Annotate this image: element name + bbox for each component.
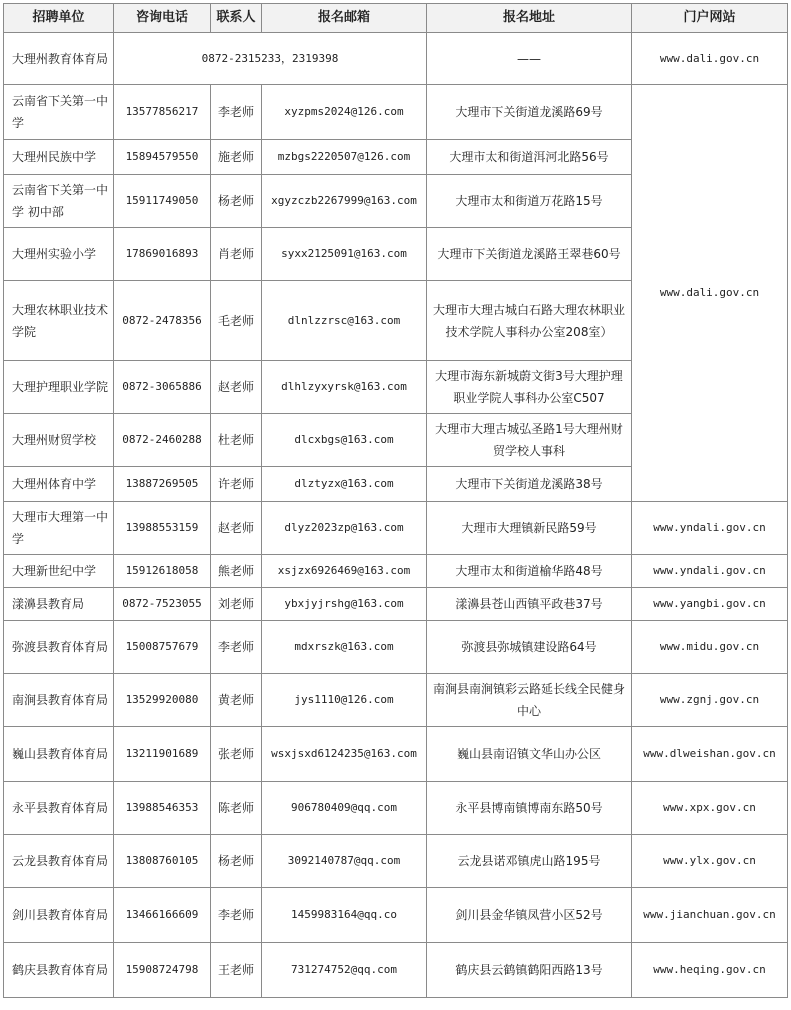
email-link[interactable]: dlcxbgs@163.com [262,414,427,467]
table-row [4,85,788,140]
phone-cell: 13808760105 [114,835,211,888]
header-row [4,4,788,33]
unit-cell: 南涧县教育体育局 [4,674,114,727]
recruitment-contact-table [3,3,788,998]
header-address: 报名地址 [427,4,632,33]
table-row [4,588,788,621]
address-cell: 剑川县金华镇凤营小区52号 [427,888,632,943]
phone-cell: 13577856217 [114,85,211,140]
address-cell: 大理市太和街道万花路15号 [427,175,632,228]
address-cell: 弥渡县弥城镇建设路64号 [427,621,632,674]
contact-cell: 赵老师 [211,361,262,414]
contact-cell: 杨老师 [211,175,262,228]
phone-cell: 15008757679 [114,621,211,674]
email-link[interactable]: dlnlzzrsc@163.com [262,281,427,361]
unit-cell: 大理市大理第一中学 [4,502,114,555]
unit-cell: 云南省下关第一中学 [4,85,114,140]
email-link[interactable]: xsjzx6926469@163.com [262,555,427,588]
email-link[interactable]: xgyzczb2267999@163.com [262,175,427,228]
unit-cell: 大理新世纪中学 [4,555,114,588]
phone-cell: 13887269505 [114,467,211,502]
website-link[interactable]: www.dali.gov.cn [632,33,788,85]
contact-cell: 肖老师 [211,228,262,281]
contact-cell: 黄老师 [211,674,262,727]
phone-cell: 13466166609 [114,888,211,943]
address-cell: 大理市下关街道龙溪路38号 [427,467,632,502]
contact-cell: 许老师 [211,467,262,502]
address-cell: 大理市下关街道龙溪路王翠巷60号 [427,228,632,281]
phone-cell: 13988546353 [114,782,211,835]
phone-cell: 17869016893 [114,228,211,281]
table-row [4,835,788,888]
header-email: 报名邮箱 [262,4,427,33]
table-row [4,782,788,835]
unit-cell: 云南省下关第一中学 初中部 [4,175,114,228]
unit-cell: 大理州财贸学校 [4,414,114,467]
unit-cell: 剑川县教育体育局 [4,888,114,943]
contact-cell: 陈老师 [211,782,262,835]
contact-cell: 刘老师 [211,588,262,621]
address-cell: 漾濞县苍山西镇平政巷37号 [427,588,632,621]
email-link[interactable]: ybxjyjrshg@163.com [262,588,427,621]
phone-cell: 0872-2478356 [114,281,211,361]
email-link[interactable]: 1459983164@qq.co [262,888,427,943]
phone-cell: 15912618058 [114,555,211,588]
email-link[interactable]: xyzpms2024@126.com [262,85,427,140]
address-cell: 大理市海东新城蔚文街3号大理护理职业学院人事科办公室C507 [427,361,632,414]
contact-cell: 毛老师 [211,281,262,361]
address-cell: 南涧县南涧镇彩云路延长线全民健身中心 [427,674,632,727]
email-link[interactable]: mzbgs2220507@126.com [262,140,427,175]
address-cell: 巍山县南诏镇文华山办公区 [427,727,632,782]
contact-cell: 王老师 [211,943,262,998]
address-cell: 云龙县诺邓镇虎山路195号 [427,835,632,888]
contact-cell: 杜老师 [211,414,262,467]
unit-cell: 云龙县教育体育局 [4,835,114,888]
website-link[interactable]: www.jianchuan.gov.cn [632,888,788,943]
email-link[interactable]: jys1110@126.com [262,674,427,727]
table-row [4,888,788,943]
phone-cell: 0872-2315233，2319398 [114,33,427,85]
contact-cell: 李老师 [211,888,262,943]
phone-cell: 0872-3065886 [114,361,211,414]
table-row [4,502,788,555]
address-cell: 大理市太和街道榆华路48号 [427,555,632,588]
address-cell: 大理市下关街道龙溪路69号 [427,85,632,140]
unit-cell: 大理州体育中学 [4,467,114,502]
email-link[interactable]: dlhlzyxyrsk@163.com [262,361,427,414]
email-link[interactable]: 3092140787@qq.com [262,835,427,888]
website-link[interactable]: www.dlweishan.gov.cn [632,727,788,782]
website-link[interactable]: www.yndali.gov.cn [632,502,788,555]
phone-cell: 15894579550 [114,140,211,175]
website-link[interactable]: www.dali.gov.cn [632,85,788,502]
header-unit: 招聘单位 [4,4,114,33]
unit-cell: 大理农林职业技术学院 [4,281,114,361]
website-link[interactable]: www.zgnj.gov.cn [632,674,788,727]
unit-cell: 大理护理职业学院 [4,361,114,414]
email-link[interactable]: syxx2125091@163.com [262,228,427,281]
table-row [4,621,788,674]
header-website: 门户网站 [632,4,788,33]
address-cell: 大理市大理古城弘圣路1号大理州财贸学校人事科 [427,414,632,467]
contact-cell: 李老师 [211,85,262,140]
contact-cell: 赵老师 [211,502,262,555]
phone-cell: 13211901689 [114,727,211,782]
phone-cell: 13529920080 [114,674,211,727]
phone-cell: 0872-2460288 [114,414,211,467]
unit-cell: 巍山县教育体育局 [4,727,114,782]
phone-cell: 13988553159 [114,502,211,555]
contact-cell: 张老师 [211,727,262,782]
unit-cell: 永平县教育体育局 [4,782,114,835]
unit-cell: 大理州民族中学 [4,140,114,175]
website-link[interactable]: www.heqing.gov.cn [632,943,788,998]
address-cell: 永平县博南镇博南东路50号 [427,782,632,835]
unit-cell: 鹤庆县教育体育局 [4,943,114,998]
email-link[interactable]: mdxrszk@163.com [262,621,427,674]
table-row [4,727,788,782]
table-row [4,674,788,727]
unit-cell: 大理州教育体育局 [4,33,114,85]
address-cell: 大理市大理古城白石路大理农林职业技术学院人事科办公室208室） [427,281,632,361]
email-link[interactable]: wsxjsxd6124235@163.com [262,727,427,782]
unit-cell: 大理州实验小学 [4,228,114,281]
table-row [4,943,788,998]
unit-cell: 漾濞县教育局 [4,588,114,621]
header-contact: 联系人 [211,4,262,33]
address-cell: —— [427,33,632,85]
website-link[interactable]: www.yndali.gov.cn [632,555,788,588]
contact-cell: 施老师 [211,140,262,175]
website-link[interactable]: www.ylx.gov.cn [632,835,788,888]
website-link[interactable]: www.yangbi.gov.cn [632,588,788,621]
email-link[interactable]: 906780409@qq.com [262,782,427,835]
contact-cell: 李老师 [211,621,262,674]
address-cell: 鹤庆县云鹤镇鹤阳西路13号 [427,943,632,998]
header-phone: 咨询电话 [114,4,211,33]
unit-cell: 弥渡县教育体育局 [4,621,114,674]
contact-cell: 杨老师 [211,835,262,888]
table-row [4,33,788,85]
email-link[interactable]: 731274752@qq.com [262,943,427,998]
website-link[interactable]: www.xpx.gov.cn [632,782,788,835]
phone-cell: 15911749050 [114,175,211,228]
address-cell: 大理市太和街道洱河北路56号 [427,140,632,175]
email-link[interactable]: dlyz2023zp@163.com [262,502,427,555]
email-link[interactable]: dlztyzx@163.com [262,467,427,502]
address-cell: 大理市大理镇新民路59号 [427,502,632,555]
table-row [4,555,788,588]
phone-cell: 0872-7523055 [114,588,211,621]
contact-cell: 熊老师 [211,555,262,588]
phone-cell: 15908724798 [114,943,211,998]
website-link[interactable]: www.midu.gov.cn [632,621,788,674]
